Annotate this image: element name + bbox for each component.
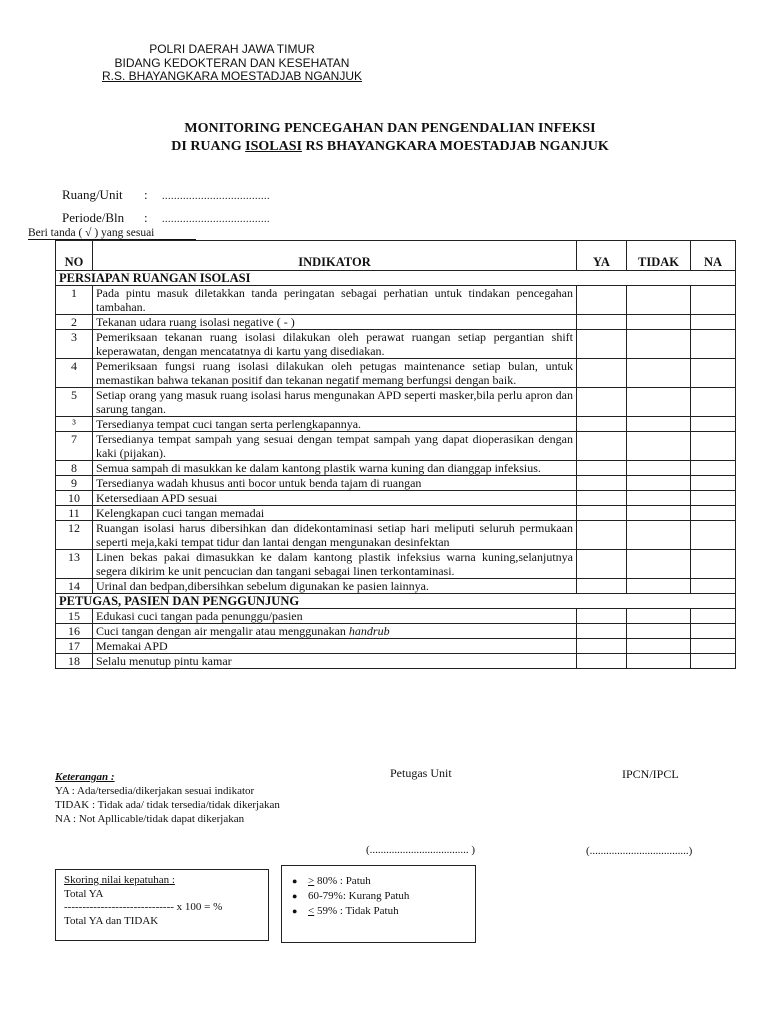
ya-check-cell[interactable] xyxy=(577,359,627,388)
indicator-text: Edukasi cuci tangan pada penunggu/pasien xyxy=(96,609,303,623)
na-check-cell[interactable] xyxy=(691,491,736,506)
na-check-cell[interactable] xyxy=(691,550,736,579)
instruction-text: Beri tanda ( √ ) yang sesuai xyxy=(28,227,155,239)
na-check-cell[interactable] xyxy=(691,330,736,359)
ya-check-cell[interactable] xyxy=(577,476,627,491)
row-indicator xyxy=(93,609,577,624)
legend-row-kurang xyxy=(292,889,475,904)
table-row xyxy=(56,432,736,461)
header-tidak: TIDAK xyxy=(627,241,691,271)
title-line-2-underlined: ISOLASI xyxy=(245,139,302,154)
row-indicator xyxy=(93,624,577,639)
indicator-text: Memakai APD xyxy=(96,639,168,653)
keterangan-block xyxy=(55,770,280,826)
row-indicator xyxy=(93,388,577,417)
ya-check-cell[interactable] xyxy=(577,330,627,359)
ruang-unit-blank[interactable]: .................................... xyxy=(162,191,270,202)
tidak-check-cell[interactable] xyxy=(627,654,691,669)
tidak-check-cell[interactable] xyxy=(627,461,691,476)
na-check-cell[interactable] xyxy=(691,359,736,388)
header-no: NO xyxy=(56,241,93,271)
institution-header xyxy=(82,43,382,84)
tidak-check-cell[interactable] xyxy=(627,432,691,461)
table-row xyxy=(56,330,736,359)
skoring-denominator: Total YA dan TIDAK xyxy=(64,914,159,927)
na-check-cell[interactable] xyxy=(691,315,736,330)
ya-check-cell[interactable] xyxy=(577,315,627,330)
row-indicator xyxy=(93,579,577,594)
tidak-check-cell[interactable] xyxy=(627,330,691,359)
greater-equal-symbol: > xyxy=(308,875,315,887)
row-number: 2 xyxy=(56,315,93,330)
na-check-cell[interactable] xyxy=(691,388,736,417)
keterangan-tidak: TIDAK : Tidak ada/ tidak tersedia/tidak dikerjakan xyxy=(55,799,280,811)
table-row xyxy=(56,388,736,417)
na-check-cell[interactable] xyxy=(691,286,736,315)
ipcn-signature-blank[interactable]: (....................................) xyxy=(586,845,693,857)
row-number: 10 xyxy=(56,491,93,506)
petugas-unit-label: Petugas Unit xyxy=(390,766,452,780)
tidak-check-cell[interactable] xyxy=(627,388,691,417)
row-number: 16 xyxy=(56,624,93,639)
na-check-cell[interactable] xyxy=(691,639,736,654)
institution-line-3: R.S. BHAYANGKARA MOESTADJAB NGANJUK xyxy=(101,69,363,83)
title-line-2-post: RS BHAYANGKARA MOESTADJAB NGANJUK xyxy=(301,139,609,154)
indicator-text: Tersedianya tempat cuci tangan serta perlengkapannya. xyxy=(96,417,362,431)
tidak-check-cell[interactable] xyxy=(627,315,691,330)
tidak-check-cell[interactable] xyxy=(627,491,691,506)
row-indicator xyxy=(93,654,577,669)
row-indicator xyxy=(93,491,577,506)
table-row xyxy=(56,521,736,550)
legend-tidak-text: 59% : Tidak Patuh xyxy=(314,905,399,917)
skoring-formula-line: ------------------------------ x 100 = % xyxy=(64,901,223,913)
table-row xyxy=(56,609,736,624)
header-na: NA xyxy=(691,241,736,271)
na-check-cell[interactable] xyxy=(691,476,736,491)
section-petugas xyxy=(56,594,736,609)
periode-colon: : xyxy=(144,210,148,225)
ya-check-cell[interactable] xyxy=(577,506,627,521)
na-check-cell[interactable] xyxy=(691,609,736,624)
na-check-cell[interactable] xyxy=(691,461,736,476)
tidak-check-cell[interactable] xyxy=(627,506,691,521)
tidak-check-cell[interactable] xyxy=(627,286,691,315)
indicator-text: Setiap orang yang masuk ruang isolasi harus mengunakan APD seperti masker,bila perlu apron dan sarung tangan. xyxy=(96,388,573,416)
row-indicator xyxy=(93,359,577,388)
ruang-unit-field[interactable] xyxy=(62,187,270,203)
row-number: 11 xyxy=(56,506,93,521)
legend-row-tidak xyxy=(292,904,475,919)
row-indicator xyxy=(93,506,577,521)
ya-check-cell[interactable] xyxy=(577,550,627,579)
title-line-2-pre: DI RUANG xyxy=(171,139,246,154)
row-number: 15 xyxy=(56,609,93,624)
row-number: 14 xyxy=(56,579,93,594)
indicator-text: Tersedianya wadah khusus anti bocor untuk benda tajam di ruangan xyxy=(96,476,422,490)
indicator-text: Linen bekas pakai dimasukkan ke dalam kantong plastik infeksius warna kuning,selanjutnya segera dikirim ke unit pencucian dan tangani sebagai linen terkontaminasi. xyxy=(96,550,573,578)
less-equal-symbol: < xyxy=(308,905,315,917)
row-indicator xyxy=(93,550,577,579)
row-indicator xyxy=(93,476,577,491)
title-line-2 xyxy=(60,138,720,156)
periode-blank[interactable]: .................................... xyxy=(162,214,270,225)
tidak-check-cell[interactable] xyxy=(627,521,691,550)
table-row xyxy=(56,286,736,315)
na-check-cell[interactable] xyxy=(691,654,736,669)
table-row xyxy=(56,476,736,491)
row-indicator xyxy=(93,639,577,654)
indicator-text: Kelengkapan cuci tangan memadai xyxy=(96,506,265,520)
ya-check-cell[interactable] xyxy=(577,579,627,594)
bullet-icon: ● xyxy=(292,876,298,886)
indicator-italic-text: handrub xyxy=(348,624,390,638)
keterangan-ya: YA : Ada/tersedia/dikerjakan sesuai indikator xyxy=(55,785,255,797)
row-number: 18 xyxy=(56,654,93,669)
table-row xyxy=(56,461,736,476)
indicator-text: Tekanan udara ruang isolasi negative ( - ) xyxy=(96,315,295,329)
na-check-cell[interactable] xyxy=(691,521,736,550)
header-indikator: INDIKATOR xyxy=(93,241,577,271)
periode-field[interactable] xyxy=(62,210,270,226)
row-number: 1 xyxy=(56,286,93,315)
tidak-check-cell[interactable] xyxy=(627,476,691,491)
section-petugas-title: PETUGAS, PASIEN DAN PENGGUNJUNG xyxy=(56,594,736,609)
tidak-check-cell[interactable] xyxy=(627,359,691,388)
indicator-text: Semua sampah di masukkan ke dalam kantong plastik warna kuning dan dianggap infeksius. xyxy=(96,461,541,475)
ya-check-cell[interactable] xyxy=(577,624,627,639)
keterangan-heading: Keterangan : xyxy=(55,771,115,783)
na-check-cell[interactable] xyxy=(691,432,736,461)
table-row xyxy=(56,639,736,654)
title-line-1: MONITORING PENCEGAHAN DAN PENGENDALIAN INFEKSI xyxy=(184,121,596,136)
ya-check-cell[interactable] xyxy=(577,432,627,461)
tidak-check-cell[interactable] xyxy=(627,550,691,579)
indicator-text: Ketersediaan APD sesuai xyxy=(96,491,218,505)
na-check-cell[interactable] xyxy=(691,506,736,521)
tidak-check-cell[interactable] xyxy=(627,624,691,639)
row-indicator xyxy=(93,286,577,315)
indicator-text: Urinal dan bedpan,dibersihkan sebelum digunakan ke pasien lainnya. xyxy=(96,579,429,593)
section-persiapan-title: PERSIAPAN RUANGAN ISOLASI xyxy=(56,271,736,286)
ya-check-cell[interactable] xyxy=(577,417,627,432)
ya-check-cell[interactable] xyxy=(577,521,627,550)
header-ya: YA xyxy=(577,241,627,271)
row-number: 4 xyxy=(56,359,93,388)
row-indicator xyxy=(93,315,577,330)
row-number: ³ xyxy=(56,417,93,432)
indicator-text: Ruangan isolasi harus dibersihkan dan didekontaminasi setiap hari meliputi seluruh permukaan seperti meja,kaki tempat tidur dan lantai dengan mengunakan desinfektan xyxy=(96,521,573,549)
row-number: 3 xyxy=(56,330,93,359)
ipcn-label: IPCN/IPCL xyxy=(622,767,679,781)
keterangan-na: NA : Not Apllicable/tidak dapat dikerjakan xyxy=(55,813,245,825)
indicator-table xyxy=(55,240,736,669)
row-indicator xyxy=(93,521,577,550)
tidak-check-cell[interactable] xyxy=(627,579,691,594)
row-number: 5 xyxy=(56,388,93,417)
row-indicator xyxy=(93,432,577,461)
indicator-text: Pemeriksaan tekanan ruang isolasi dilakukan oleh perawat ruangan setiap pergantian shift keperawatan, dengan mencatatnya di kartu yang disediakan. xyxy=(96,330,573,358)
institution-line-2: BIDANG KEDOKTERAN DAN KESEHATAN xyxy=(114,55,350,70)
section-persiapan xyxy=(56,271,736,286)
indicator-text: Cuci tangan dengan air mengalir atau menggunakan xyxy=(96,624,349,638)
table-row xyxy=(56,417,736,432)
tidak-check-cell[interactable] xyxy=(627,609,691,624)
legend-kurang-text: 60-79%: Kurang Patuh xyxy=(308,890,410,902)
table-row xyxy=(56,491,736,506)
ya-check-cell[interactable] xyxy=(577,654,627,669)
row-number: 17 xyxy=(56,639,93,654)
ya-check-cell[interactable] xyxy=(577,491,627,506)
table-row xyxy=(56,624,736,639)
document-title xyxy=(60,120,720,156)
ya-check-cell[interactable] xyxy=(577,388,627,417)
row-number: 9 xyxy=(56,476,93,491)
table-row xyxy=(56,506,736,521)
tidak-check-cell[interactable] xyxy=(627,639,691,654)
table-row xyxy=(56,579,736,594)
table-row xyxy=(56,550,736,579)
tidak-check-cell[interactable] xyxy=(627,417,691,432)
row-indicator xyxy=(93,330,577,359)
kepatuhan-legend-box xyxy=(281,865,476,943)
legend-row-patuh xyxy=(292,874,475,889)
table-row xyxy=(56,654,736,669)
ya-check-cell[interactable] xyxy=(577,461,627,476)
ya-check-cell[interactable] xyxy=(577,609,627,624)
institution-line-1: POLRI DAERAH JAWA TIMUR xyxy=(149,42,315,56)
ya-check-cell[interactable] xyxy=(577,286,627,315)
indicator-text: Pemeriksaan fungsi ruang isolasi dilakukan oleh petugas maintenance setiap bulan, untuk memastikan bahwa tekanan positif dan tekanan negatif memang berfungsi dengan baik. xyxy=(96,359,573,387)
na-check-cell[interactable] xyxy=(691,579,736,594)
ruang-unit-label: Ruang/Unit xyxy=(62,187,123,202)
indicator-text: Tersedianya tempat sampah yang sesuai dengan tempat sampah yang dapat dioperasikan dengan kaki (pijakan). xyxy=(96,432,573,460)
table-row xyxy=(56,315,736,330)
indicator-text: Selalu menutup pintu kamar xyxy=(96,654,232,668)
table-header-row xyxy=(56,241,736,271)
na-check-cell[interactable] xyxy=(691,417,736,432)
skoring-numerator: Total YA xyxy=(64,887,104,900)
periode-label: Periode/Bln xyxy=(62,210,125,225)
na-check-cell[interactable] xyxy=(691,624,736,639)
indicator-text: Pada pintu masuk diletakkan tanda peringatan sebagai perhatian untuk tindakan pencegahan tambahan. xyxy=(96,286,573,314)
bullet-icon: ● xyxy=(292,891,298,901)
skoring-box xyxy=(55,869,269,941)
ruang-colon: : xyxy=(144,187,148,202)
table-row xyxy=(56,359,736,388)
row-number: 12 xyxy=(56,521,93,550)
skoring-heading: Skoring nilai kepatuhan : xyxy=(64,874,175,886)
row-indicator xyxy=(93,461,577,476)
petugas-signature-blank[interactable]: (.................................... ) xyxy=(366,844,476,856)
legend-patuh-text: 80% : Patuh xyxy=(314,875,371,887)
ya-check-cell[interactable] xyxy=(577,639,627,654)
bullet-icon: ● xyxy=(292,906,298,916)
row-number: 13 xyxy=(56,550,93,579)
row-indicator xyxy=(93,417,577,432)
row-number: 8 xyxy=(56,461,93,476)
row-number: 7 xyxy=(56,432,93,461)
